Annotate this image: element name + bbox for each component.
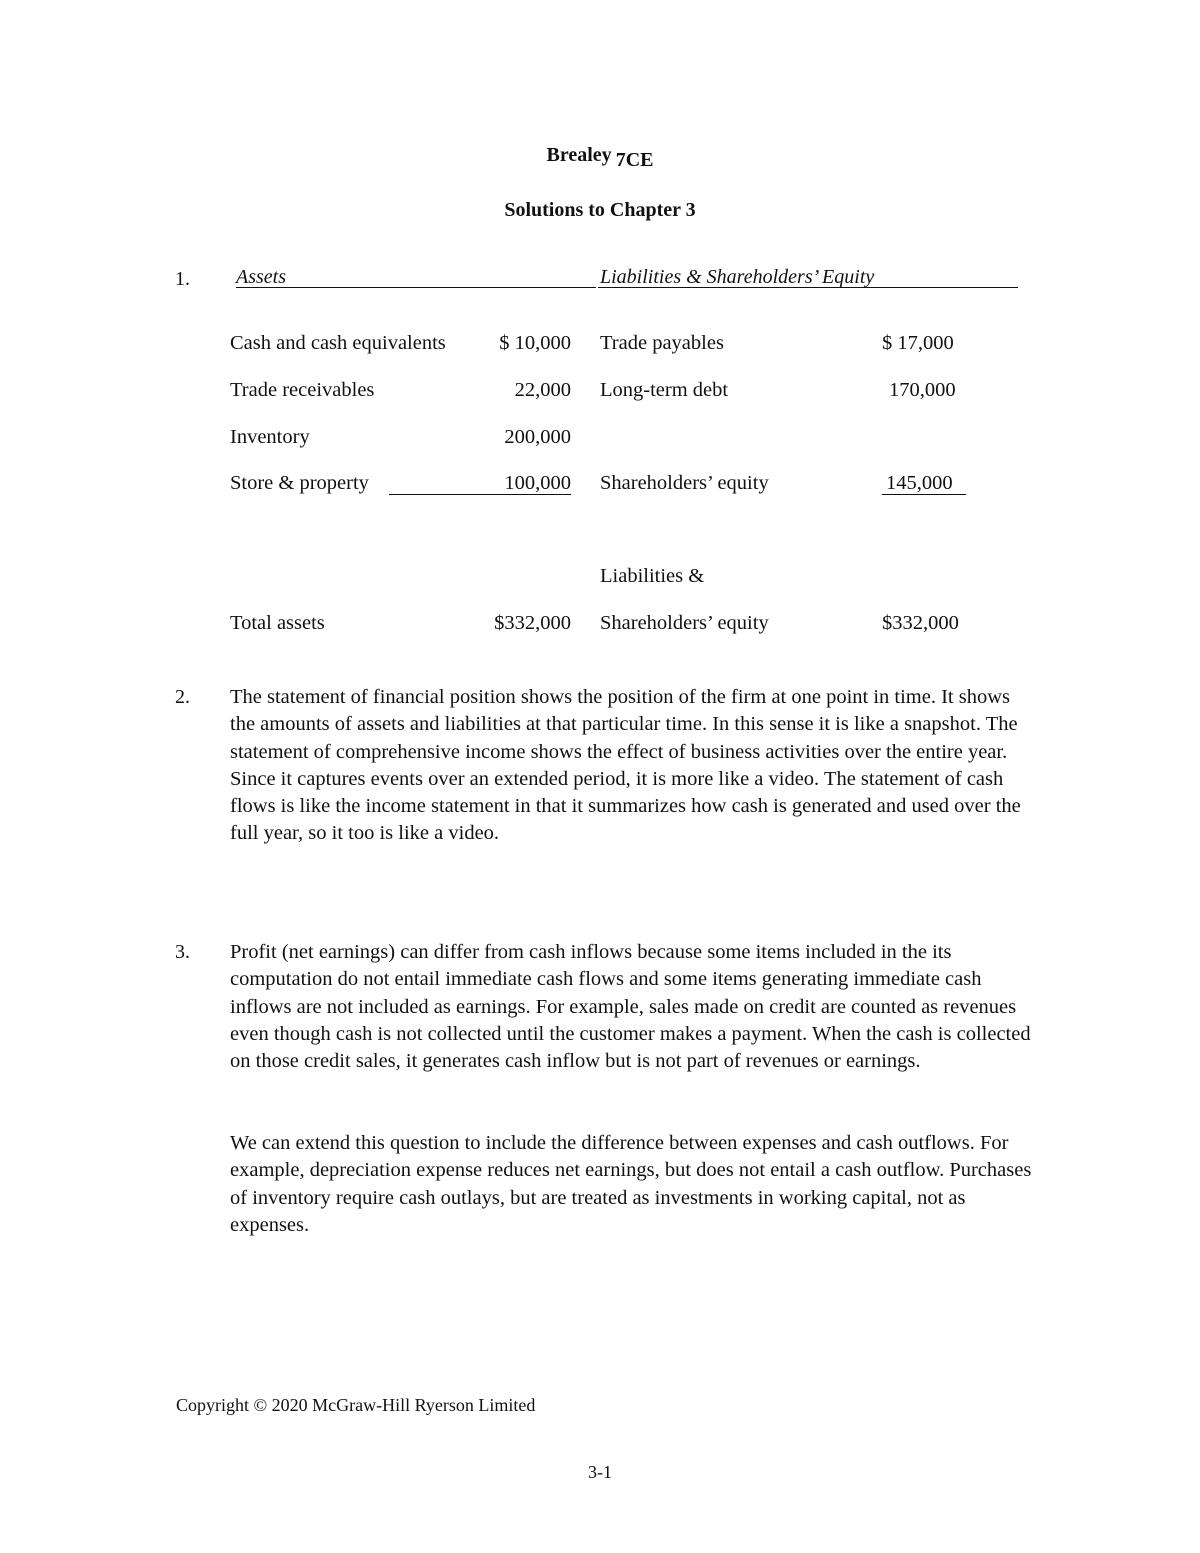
asset-value: 200,000 xyxy=(504,426,571,448)
total-liabilities-value: $332,000 xyxy=(882,612,959,634)
q3-answer-extension: We can extend this question to include the difference between expenses and cash outflows. For example, depreciation expense reduces net earnings, but does not entail a cash outflow. Purchases of inventory require cash outlays, but are treated as investments in working capital, not as expenses. xyxy=(230,1132,1032,1236)
q2-number: 2. xyxy=(175,686,190,708)
page-subtitle: Solutions to Chapter 3 xyxy=(504,199,696,221)
asset-value: $ 10,000 xyxy=(499,332,571,354)
q1-number: 1. xyxy=(175,268,190,290)
liability-label: Shareholders’ equity xyxy=(600,472,769,494)
total-liabilities-label-line1: Liabilities & xyxy=(600,565,705,587)
asset-value: 22,000 xyxy=(514,379,571,401)
asset-value: 100,000 xyxy=(504,472,571,494)
asset-label: Trade receivables xyxy=(230,379,375,401)
total-liabilities-label-line2: Shareholders’ equity xyxy=(600,612,769,634)
assets-header-rule xyxy=(236,287,596,288)
q2-answer: The statement of financial position shows the position of the firm at one point in time. It shows the amounts of assets and liabilities at that particular time. In this sense it is like a snapshot. The statement of comprehensive income shows the effect of business activities over the entire year. Since it captures events over an extended period, it is more like a video. The statement of cash flows is like the income statement in that it summarizes how cash is generated and used over the full year, so it too is like a video. xyxy=(230,686,1021,845)
page-number: 3-1 xyxy=(588,1462,612,1482)
q3-number: 3. xyxy=(175,941,190,963)
liability-label: Trade payables xyxy=(600,332,724,354)
asset-label: Cash and cash equivalents xyxy=(230,332,446,354)
asset-label: Store & property xyxy=(230,472,369,494)
liability-value: 170,000 xyxy=(889,379,956,401)
liability-value: $ 17,000 xyxy=(882,332,954,354)
book-author: Brealey xyxy=(546,144,612,166)
assets-subtotal-rule xyxy=(389,494,571,495)
copyright-notice: Copyright © 2020 McGraw-Hill Ryerson Limited xyxy=(176,1395,536,1415)
assets-header: Assets xyxy=(236,266,286,288)
asset-label: Inventory xyxy=(230,426,310,448)
total-assets-label: Total assets xyxy=(230,612,325,634)
book-edition: 7CE xyxy=(615,149,654,171)
liabilities-header: Liabilities & Shareholders’ Equity xyxy=(600,266,875,288)
liabilities-header-rule xyxy=(598,287,1018,288)
liability-label: Long-term debt xyxy=(600,379,729,401)
liability-value: 145,000 xyxy=(886,472,953,494)
q3-answer: Profit (net earnings) can differ from cash inflows because some items included in the its computation do not entail immediate cash flows and some items generating immediate cash inflows are not included as earnings. For example, sales made on credit are counted as revenues even though cash is not collected until the customer makes a payment. When the cash is collected on those credit sales, it generates cash inflow but is not part of revenues or earnings. xyxy=(230,941,1031,1073)
total-assets-value: $332,000 xyxy=(494,612,571,634)
page-title xyxy=(0,144,1200,171)
liabilities-subtotal-rule xyxy=(882,494,966,495)
